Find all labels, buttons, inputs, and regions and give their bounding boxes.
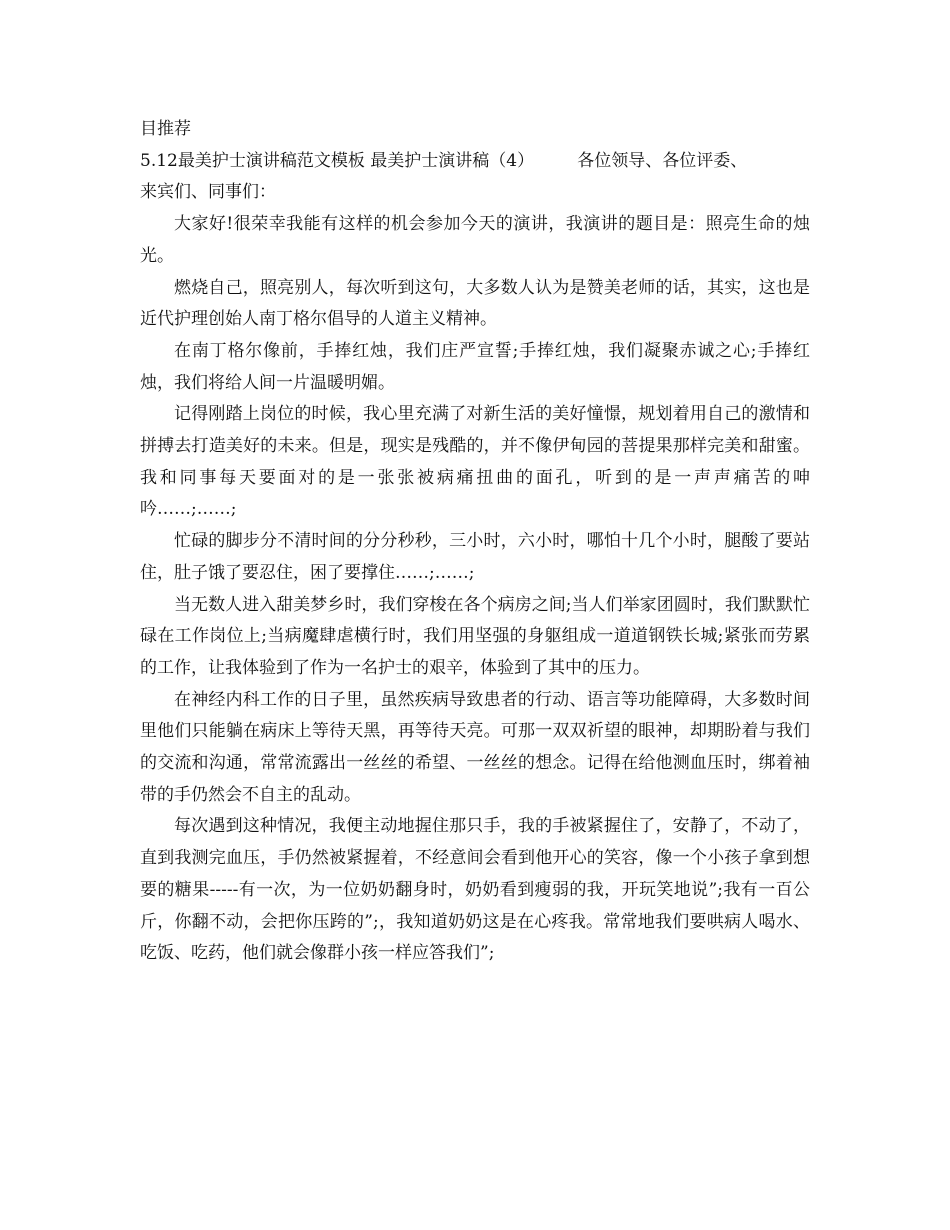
paragraph-night: 当无数人进入甜美梦乡时，我们穿梭在各个病房之间;当人们举家团圆时，我们默默忙碌在工作岗位上;当病魔肆虐横行时，我们用坚强的身躯组成一道道钢铁长城;紧张而劳累的工作，让我体验到了作为一名护士的艰辛，体验到了其中的压力。 <box>140 594 810 678</box>
paragraph-hand: 每次遇到这种情况，我便主动地握住那只手，我的手被紧握住了，安静了，不动了，直到我测完血压，手仍然被紧握着，不经意间会看到他开心的笑容，像一个小孩子拿到想要的糖果-----有一次，为一位奶奶翻身时，奶奶看到瘦弱的我，开玩笑地说”;我有一百公斤，你翻不动，会把你压跨的”;，我知道奶奶这是在心疼我。常常地我们要哄病人喝水、吃饭、吃药，他们就会像群小孩一样应答我们”; <box>140 816 810 964</box>
title-line: 5.12最美护士演讲稿范文模板 最美护士演讲稿（4） 各位领导、各位评委、 <box>140 150 748 171</box>
paragraph-greeting: 大家好!很荣幸我能有这样的机会参加今天的演讲，我演讲的题目是：照亮生命的烛光。 <box>140 214 810 266</box>
salutation-line: 来宾们、同事们： <box>140 182 276 203</box>
paragraph-oath: 在南丁格尔像前，手捧红烛，我们庄严宣誓;手捧红烛，我们凝聚赤诚之心;手捧红烛，我们将给人间一片温暖明媚。 <box>140 340 810 393</box>
document-body <box>140 114 810 970</box>
heading-fragment: 目推荐 <box>140 119 191 139</box>
paragraph-memory: 记得刚踏上岗位的时候，我心里充满了对新生活的美好憧憬，规划着用自己的激情和拼搏去打造美好的未来。但是，现实是残酷的，并不像伊甸园的菩提果那样完美和甜蜜。我和同事每天要面对的是一张张被病痛扭曲的面孔，听到的是一声声痛苦的呻吟……;……; <box>140 404 810 520</box>
paragraph-neurology: 在神经内科工作的日子里，虽然疾病导致患者的行动、语言等功能障碍，大多数时间里他们只能躺在病床上等待天黑，再等待天亮。可那一双双祈望的眼神，却期盼着与我们的交流和沟通，常常流露出一丝丝的希望、一丝丝的想念。记得在给他测血压时，绑着袖带的手仍然会不自主的乱动。 <box>140 689 810 805</box>
paragraph-spirit: 燃烧自己，照亮别人，每次听到这句，大多数人认为是赞美老师的话，其实，这也是近代护理创始人南丁格尔倡导的人道主义精神。 <box>140 277 810 330</box>
paragraph-busy: 忙碌的脚步分不清时间的分分秒秒，三小时，六小时，哪怕十几个小时，腿酸了要站住，肚子饿了要忍住，困了要撑住……;……; <box>140 531 810 583</box>
